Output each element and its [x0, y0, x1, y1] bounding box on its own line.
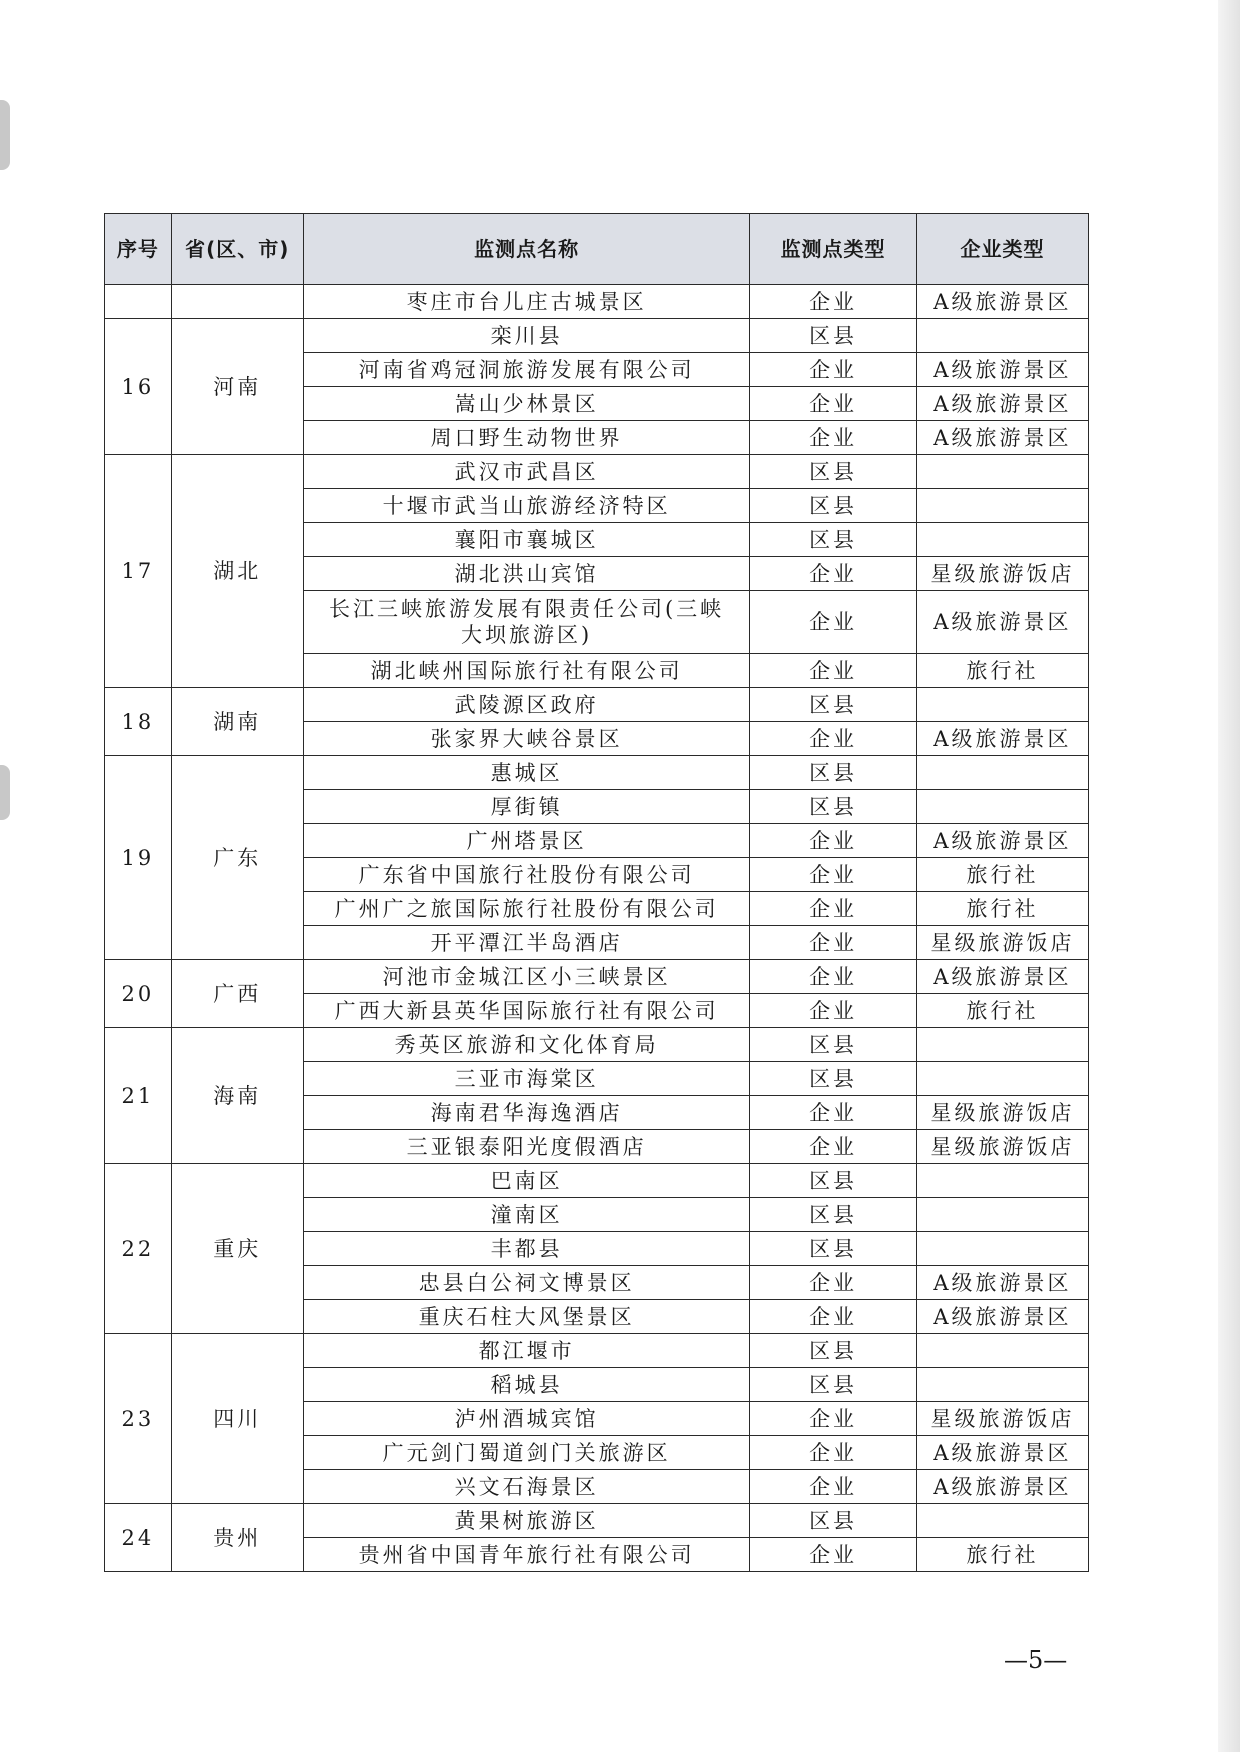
enterprise-type-cell: 星级旅游饭店	[916, 1402, 1088, 1436]
seq-cell: 24	[105, 1504, 172, 1572]
enterprise-type-cell: 旅行社	[916, 892, 1088, 926]
table-row	[105, 960, 1089, 994]
province-cell: 广东	[171, 756, 303, 960]
table-row	[105, 688, 1089, 722]
site-type-cell: 企业	[750, 285, 917, 319]
site-type-cell: 区县	[750, 1062, 917, 1096]
site-name-cell: 湖北洪山宾馆	[303, 557, 749, 591]
site-name-cell: 广东省中国旅行社股份有限公司	[303, 858, 749, 892]
site-type-cell: 企业	[750, 926, 917, 960]
site-type-cell: 区县	[750, 319, 917, 353]
header-site-name: 监测点名称	[303, 214, 749, 285]
site-name-cell: 海南君华海逸酒店	[303, 1096, 749, 1130]
site-name-cell: 兴文石海景区	[303, 1470, 749, 1504]
site-name-cell: 张家界大峡谷景区	[303, 722, 749, 756]
site-name-cell: 武陵源区政府	[303, 688, 749, 722]
site-type-cell: 企业	[750, 1266, 917, 1300]
site-name-cell: 广西大新县英华国际旅行社有限公司	[303, 994, 749, 1028]
province-cell	[171, 285, 303, 319]
enterprise-type-cell	[916, 1198, 1088, 1232]
site-name-cell: 十堰市武当山旅游经济特区	[303, 489, 749, 523]
site-type-cell: 区县	[750, 790, 917, 824]
enterprise-type-cell: A级旅游景区	[916, 722, 1088, 756]
site-type-cell: 区县	[750, 1164, 917, 1198]
enterprise-type-cell	[916, 455, 1088, 489]
enterprise-type-cell: 星级旅游饭店	[916, 557, 1088, 591]
site-type-cell: 区县	[750, 756, 917, 790]
site-name-cell: 巴南区	[303, 1164, 749, 1198]
site-type-cell: 企业	[750, 591, 917, 654]
site-name-cell: 武汉市武昌区	[303, 455, 749, 489]
seq-cell: 19	[105, 756, 172, 960]
enterprise-type-cell: A级旅游景区	[916, 387, 1088, 421]
enterprise-type-cell: A级旅游景区	[916, 591, 1088, 654]
site-name-cell: 贵州省中国青年旅行社有限公司	[303, 1538, 749, 1572]
site-type-cell: 区县	[750, 688, 917, 722]
seq-cell: 22	[105, 1164, 172, 1334]
enterprise-type-cell	[916, 1232, 1088, 1266]
enterprise-type-cell	[916, 319, 1088, 353]
enterprise-type-cell	[916, 1062, 1088, 1096]
site-name-cell: 厚街镇	[303, 790, 749, 824]
enterprise-type-cell: A级旅游景区	[916, 1436, 1088, 1470]
site-name-cell: 湖北峡州国际旅行社有限公司	[303, 654, 749, 688]
site-type-cell: 企业	[750, 1096, 917, 1130]
enterprise-type-cell	[916, 790, 1088, 824]
enterprise-type-cell	[916, 1028, 1088, 1062]
site-name-cell: 广州塔景区	[303, 824, 749, 858]
province-cell: 湖北	[171, 455, 303, 688]
province-cell: 湖南	[171, 688, 303, 756]
site-name-cell: 三亚市海棠区	[303, 1062, 749, 1096]
scan-artifact	[0, 100, 10, 170]
site-type-cell: 区县	[750, 1028, 917, 1062]
site-type-cell: 企业	[750, 353, 917, 387]
scan-edge-shadow	[1218, 0, 1240, 1752]
enterprise-type-cell	[916, 523, 1088, 557]
enterprise-type-cell: 星级旅游饭店	[916, 926, 1088, 960]
site-name-cell: 周口野生动物世界	[303, 421, 749, 455]
site-type-cell: 区县	[750, 1232, 917, 1266]
enterprise-type-cell: 旅行社	[916, 1538, 1088, 1572]
header-seq: 序号	[105, 214, 172, 285]
site-type-cell: 企业	[750, 858, 917, 892]
table-row	[105, 455, 1089, 489]
province-cell: 重庆	[171, 1164, 303, 1334]
site-name-cell: 三亚银泰阳光度假酒店	[303, 1130, 749, 1164]
site-name-cell: 泸州酒城宾馆	[303, 1402, 749, 1436]
site-type-cell: 区县	[750, 489, 917, 523]
header-enterprise-type: 企业类型	[916, 214, 1088, 285]
site-type-cell: 企业	[750, 1538, 917, 1572]
site-type-cell: 区县	[750, 1198, 917, 1232]
table-row	[105, 1504, 1089, 1538]
site-name-cell: 重庆石柱大风堡景区	[303, 1300, 749, 1334]
enterprise-type-cell: A级旅游景区	[916, 960, 1088, 994]
enterprise-type-cell	[916, 1368, 1088, 1402]
enterprise-type-cell	[916, 756, 1088, 790]
site-type-cell: 企业	[750, 824, 917, 858]
site-name-cell: 忠县白公祠文博景区	[303, 1266, 749, 1300]
site-name-cell: 惠城区	[303, 756, 749, 790]
site-name-cell: 丰都县	[303, 1232, 749, 1266]
site-type-cell: 企业	[750, 892, 917, 926]
enterprise-type-cell	[916, 1504, 1088, 1538]
site-type-cell: 企业	[750, 654, 917, 688]
site-name-cell: 开平潭江半岛酒店	[303, 926, 749, 960]
site-type-cell: 企业	[750, 421, 917, 455]
header-site-type: 监测点类型	[750, 214, 917, 285]
site-name-cell: 黄果树旅游区	[303, 1504, 749, 1538]
enterprise-type-cell: A级旅游景区	[916, 1470, 1088, 1504]
table-row	[105, 319, 1089, 353]
site-type-cell: 企业	[750, 557, 917, 591]
site-type-cell: 企业	[750, 1402, 917, 1436]
enterprise-type-cell: 旅行社	[916, 858, 1088, 892]
table-row	[105, 1334, 1089, 1368]
table-row	[105, 756, 1089, 790]
site-type-cell: 区县	[750, 455, 917, 489]
site-type-cell: 企业	[750, 994, 917, 1028]
site-name-cell: 嵩山少林景区	[303, 387, 749, 421]
enterprise-type-cell: 星级旅游饭店	[916, 1096, 1088, 1130]
site-type-cell: 区县	[750, 1368, 917, 1402]
site-type-cell: 企业	[750, 960, 917, 994]
enterprise-type-cell: 旅行社	[916, 654, 1088, 688]
site-name-cell: 潼南区	[303, 1198, 749, 1232]
site-name-cell: 长江三峡旅游发展有限责任公司(三峡大坝旅游区)	[303, 591, 749, 654]
province-cell: 贵州	[171, 1504, 303, 1572]
enterprise-type-cell: 星级旅游饭店	[916, 1130, 1088, 1164]
site-name-cell: 稻城县	[303, 1368, 749, 1402]
site-type-cell: 企业	[750, 1300, 917, 1334]
province-cell: 四川	[171, 1334, 303, 1504]
enterprise-type-cell: A级旅游景区	[916, 285, 1088, 319]
site-type-cell: 区县	[750, 1504, 917, 1538]
site-name-cell: 枣庄市台儿庄古城景区	[303, 285, 749, 319]
page-number: —5—	[1004, 1646, 1068, 1674]
table-header-row	[105, 214, 1089, 285]
enterprise-type-cell: A级旅游景区	[916, 1266, 1088, 1300]
seq-cell: 20	[105, 960, 172, 1028]
seq-cell: 23	[105, 1334, 172, 1504]
site-type-cell: 企业	[750, 1470, 917, 1504]
table-body	[105, 285, 1089, 1572]
site-name-cell: 河南省鸡冠洞旅游发展有限公司	[303, 353, 749, 387]
site-name-cell: 襄阳市襄城区	[303, 523, 749, 557]
site-name-cell: 广元剑门蜀道剑门关旅游区	[303, 1436, 749, 1470]
site-name-cell: 秀英区旅游和文化体育局	[303, 1028, 749, 1062]
seq-cell: 16	[105, 319, 172, 455]
site-type-cell: 区县	[750, 1334, 917, 1368]
enterprise-type-cell: A级旅游景区	[916, 824, 1088, 858]
enterprise-type-cell	[916, 1164, 1088, 1198]
site-type-cell: 区县	[750, 523, 917, 557]
enterprise-type-cell	[916, 1334, 1088, 1368]
monitoring-sites-table	[104, 213, 1089, 1572]
site-type-cell: 企业	[750, 1130, 917, 1164]
seq-cell	[105, 285, 172, 319]
enterprise-type-cell	[916, 688, 1088, 722]
header-province: 省(区、市)	[171, 214, 303, 285]
enterprise-type-cell: 旅行社	[916, 994, 1088, 1028]
seq-cell: 18	[105, 688, 172, 756]
enterprise-type-cell: A级旅游景区	[916, 353, 1088, 387]
table-row	[105, 285, 1089, 319]
site-type-cell: 企业	[750, 722, 917, 756]
province-cell: 河南	[171, 319, 303, 455]
enterprise-type-cell	[916, 489, 1088, 523]
province-cell: 海南	[171, 1028, 303, 1164]
province-cell: 广西	[171, 960, 303, 1028]
table-row	[105, 1028, 1089, 1062]
site-name-cell: 河池市金城江区小三峡景区	[303, 960, 749, 994]
scan-artifact	[0, 765, 10, 820]
site-name-cell: 广州广之旅国际旅行社股份有限公司	[303, 892, 749, 926]
site-name-cell: 都江堰市	[303, 1334, 749, 1368]
enterprise-type-cell: A级旅游景区	[916, 1300, 1088, 1334]
seq-cell: 21	[105, 1028, 172, 1164]
site-type-cell: 企业	[750, 1436, 917, 1470]
site-type-cell: 企业	[750, 387, 917, 421]
table-row	[105, 1164, 1089, 1198]
seq-cell: 17	[105, 455, 172, 688]
enterprise-type-cell: A级旅游景区	[916, 421, 1088, 455]
site-name-cell: 栾川县	[303, 319, 749, 353]
